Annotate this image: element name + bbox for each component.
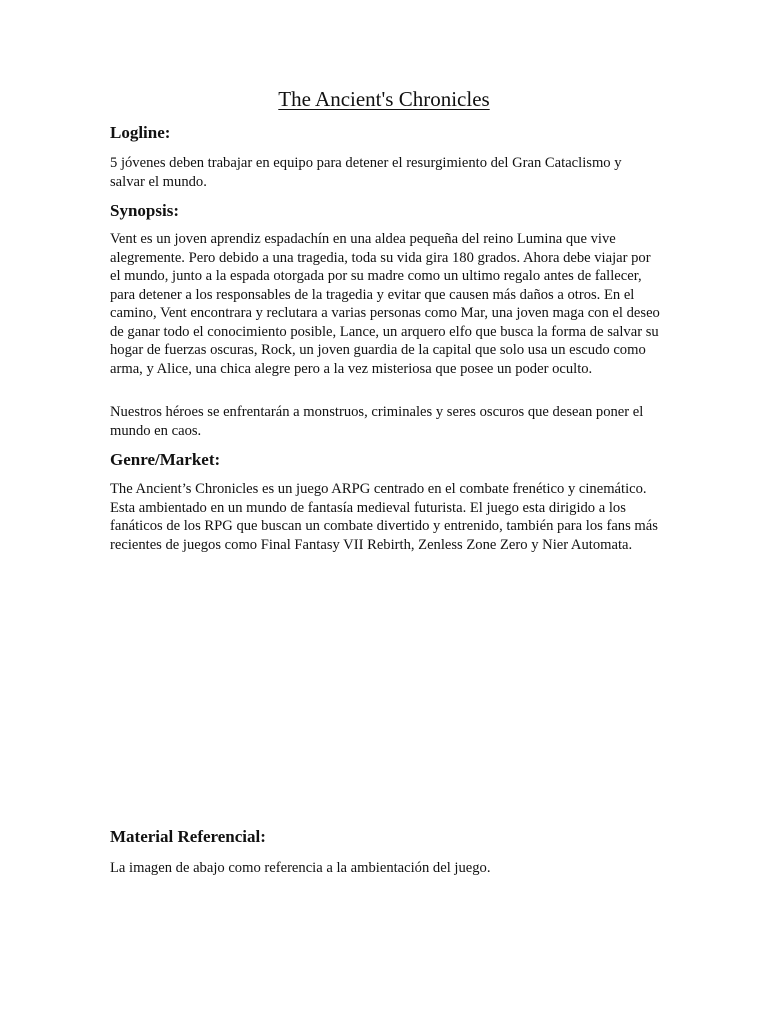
material-referencial-heading: Material Referencial: [110, 827, 266, 846]
synopsis-paragraph-1: Vent es un joven aprendiz espadachín en una aldea pequeña del reino Lumina que vive alegremente. Pero debido a una tragedia, toda su vida gira 180 grados. Ahora debe viajar por el mundo, junto a la espada otorgada por su madre como un ultimo regalo antes de fallecer, para detener a los responsables de la tragedia y evitar que causen más daños a otros. En el camino, Vent encontrara y reclutara a varias personas como Mar, una joven maga con el deseo de ganar todo el conocimiento posible, Lance, un arquero elfo que busca la forma de salvar su hogar de fuerzas oscuras, Rock, un joven guardia de la capital que solo usa un escudo como arma, y Alice, una chica alegre pero a la vez misteriosa que posee un poder oculto. [110, 231, 660, 377]
logline-text: 5 jóvenes deben trabajar en equipo para detener el resurgimiento del Gran Cataclismo y salvar el mundo. [110, 155, 622, 190]
document-title: The Ancient's Chronicles [278, 87, 490, 111]
genre-market-text: The Ancient’s Chronicles es un juego ARPG centrado en el combate frenético y cinemático. Esta ambientado en un mundo de fantasía medieval futurista. El juego esta dirigido a los fanáticos de los RPG que buscan un combate divertido y entrenido, también para los fans más recientes de juegos como Final Fantasy VII Rebirth, Zenless Zone Zero y Nier Automata. [110, 481, 658, 553]
synopsis-heading: Synopsis: [110, 201, 179, 220]
logline-heading: Logline: [110, 123, 171, 142]
material-referencial-text: La imagen de abajo como referencia a la ambientación del juego. [110, 860, 491, 876]
synopsis-paragraph-2: Nuestros héroes se enfrentarán a monstruos, criminales y seres oscuros que desean poner el mundo en caos. [110, 404, 644, 439]
genre-market-heading: Genre/Market: [110, 450, 221, 469]
